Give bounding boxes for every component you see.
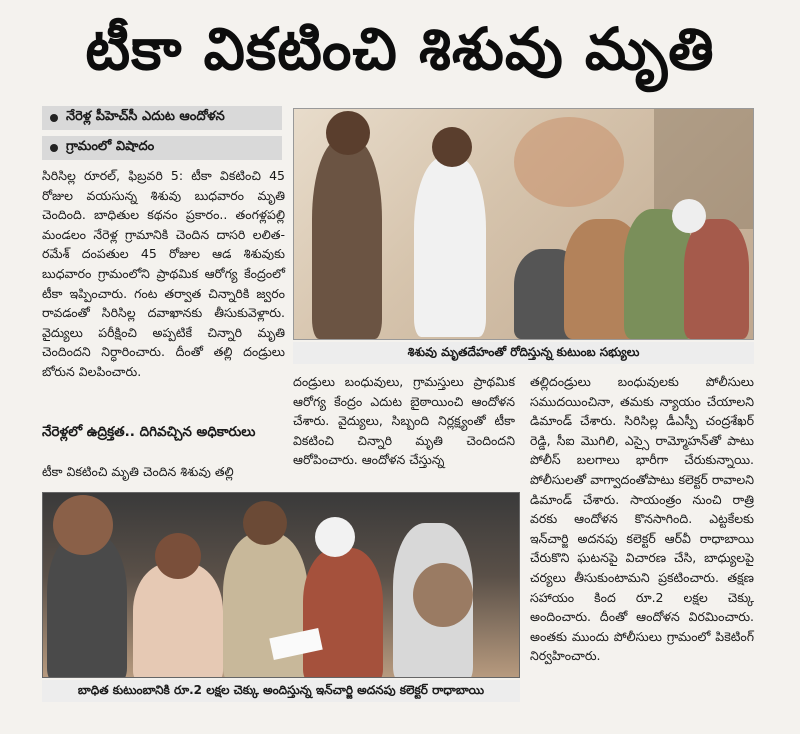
article-column-3 [530, 372, 754, 666]
bullet-text: గ్రామంలో విషాదం [66, 139, 155, 154]
photo-caption: శిశువు మృతదేహంతో రోదిస్తున్న కుటుంబ సభ్యులు [293, 342, 754, 364]
article-subhead: నేరెళ్లలో ఉద్రిక్తత.. దిగివచ్చిన అధికారులు [42, 424, 256, 440]
article-paragraph: సిరిసిల్ల రూరల్‌, ఫిబ్రవరి 5: టీకా వికటించి 45 రోజుల వయసున్న శిశువు బుధవారం మృతి చెందింది. బాధితుల కథనం ప్రకారం.. తంగళ్లపల్లి మండలం నేరెళ్ల గ్రామానికి చెందిన దాసరి లలిత-రమేశ్‌ దంపతుల 45 రోజుల ఆడ శిశువుకు బుధవారం గ్రామంలోని ప్రాథమిక ఆరోగ్య కేంద్రంలో టీకా ఇప్పించారు. గంట తర్వాత చిన్నారికి జ్వరం రావడంతో సిరిసిల్ల దవాఖానకు తీసుకువెళ్లారు. వైద్యులు పరీక్షించి అప్పటికే చిన్నారి మృతి చెందిందని నిర్ధారించారు. దీంతో తల్లి దండ్రులు బోరున విలపించారు. [42, 168, 285, 379]
article-column-1 [42, 166, 285, 382]
photo-caption: బాధిత కుటుంబానికి రూ.2 లక్షల చెక్కు అందిస్తున్న ఇన్‌చార్జి అదనపు కలెక్టర్‌ రాధాబాయి [42, 680, 520, 702]
bullet-dot-icon [50, 144, 58, 152]
article-paragraph: దండ్రులు బంధువులు, గ్రామస్తులు ప్రాథమిక ఆరోగ్య కేంద్రం ఎదుట బైఠాయించి ఆందోళన చేశారు. వైద్యులు, సిబ్బంది నిర్లక్ష్యంతో టీకా వికటించి చిన్నారి మృతి చెందిందని ఆరోపించారు. ఆందోళన చేస్తున్న [293, 374, 515, 468]
article-paragraph: టీకా వికటించి మృతి చెందిన శిశువు తల్లి [42, 464, 234, 479]
photo-cheque-handover [42, 492, 520, 678]
article-paragraph: తల్లిదండ్రులు బంధువులకు పోలీసులు సముదయించినా, తమకు న్యాయం చేయాలని డిమాండ్‌ చేశారు. సిరిసిల్ల డీఎస్పీ చంద్రశేఖర్‌ రెడ్డి, సీఐ మొగిలి, ఎస్సై రామ్మోహన్‌తో పాటు పోలీస్‌ బలగాలు భారీగా చేరుకున్నాయి. పోలీసులతో వాగ్వాదంతోపాటు కలెక్టర్‌ రావాలని డిమాండ్‌ చేశారు. సాయంత్రం నుంచి రాత్రి వరకు ఆందోళన కొనసాగింది. ఎట్టకేలకు ఇన్‌చార్జి అదనపు కలెక్టర్‌ ఆర్‌వీ రాధాబాయి చేరుకొని ఘటనపై విచారణ చేసి, బాధ్యులపై చర్యలు తీసుకుంటామని ప్రకటించారు. తక్షణ సహాయం కింద రూ.2 లక్షల చెక్కు అందించారు. దీంతో ఆందోళన విరమించారు. అంతకు ముందు పోలీసులు గ్రామంలో పికెటింగ్‌ నిర్వహించారు. [530, 374, 754, 664]
bullet-list [42, 106, 282, 166]
article-column-1-continued [42, 462, 285, 482]
photo-grieving-family [293, 108, 754, 340]
headline: టీకా వికటించి శిశువు మృతి [85, 14, 715, 83]
article-column-2 [293, 372, 515, 470]
bullet-item [42, 136, 282, 160]
bullet-text: నేరెళ్ల పీహెచ్‌సీ ఎదుట ఆందోళన [66, 109, 225, 124]
bullet-dot-icon [50, 114, 58, 122]
bullet-item [42, 106, 282, 130]
